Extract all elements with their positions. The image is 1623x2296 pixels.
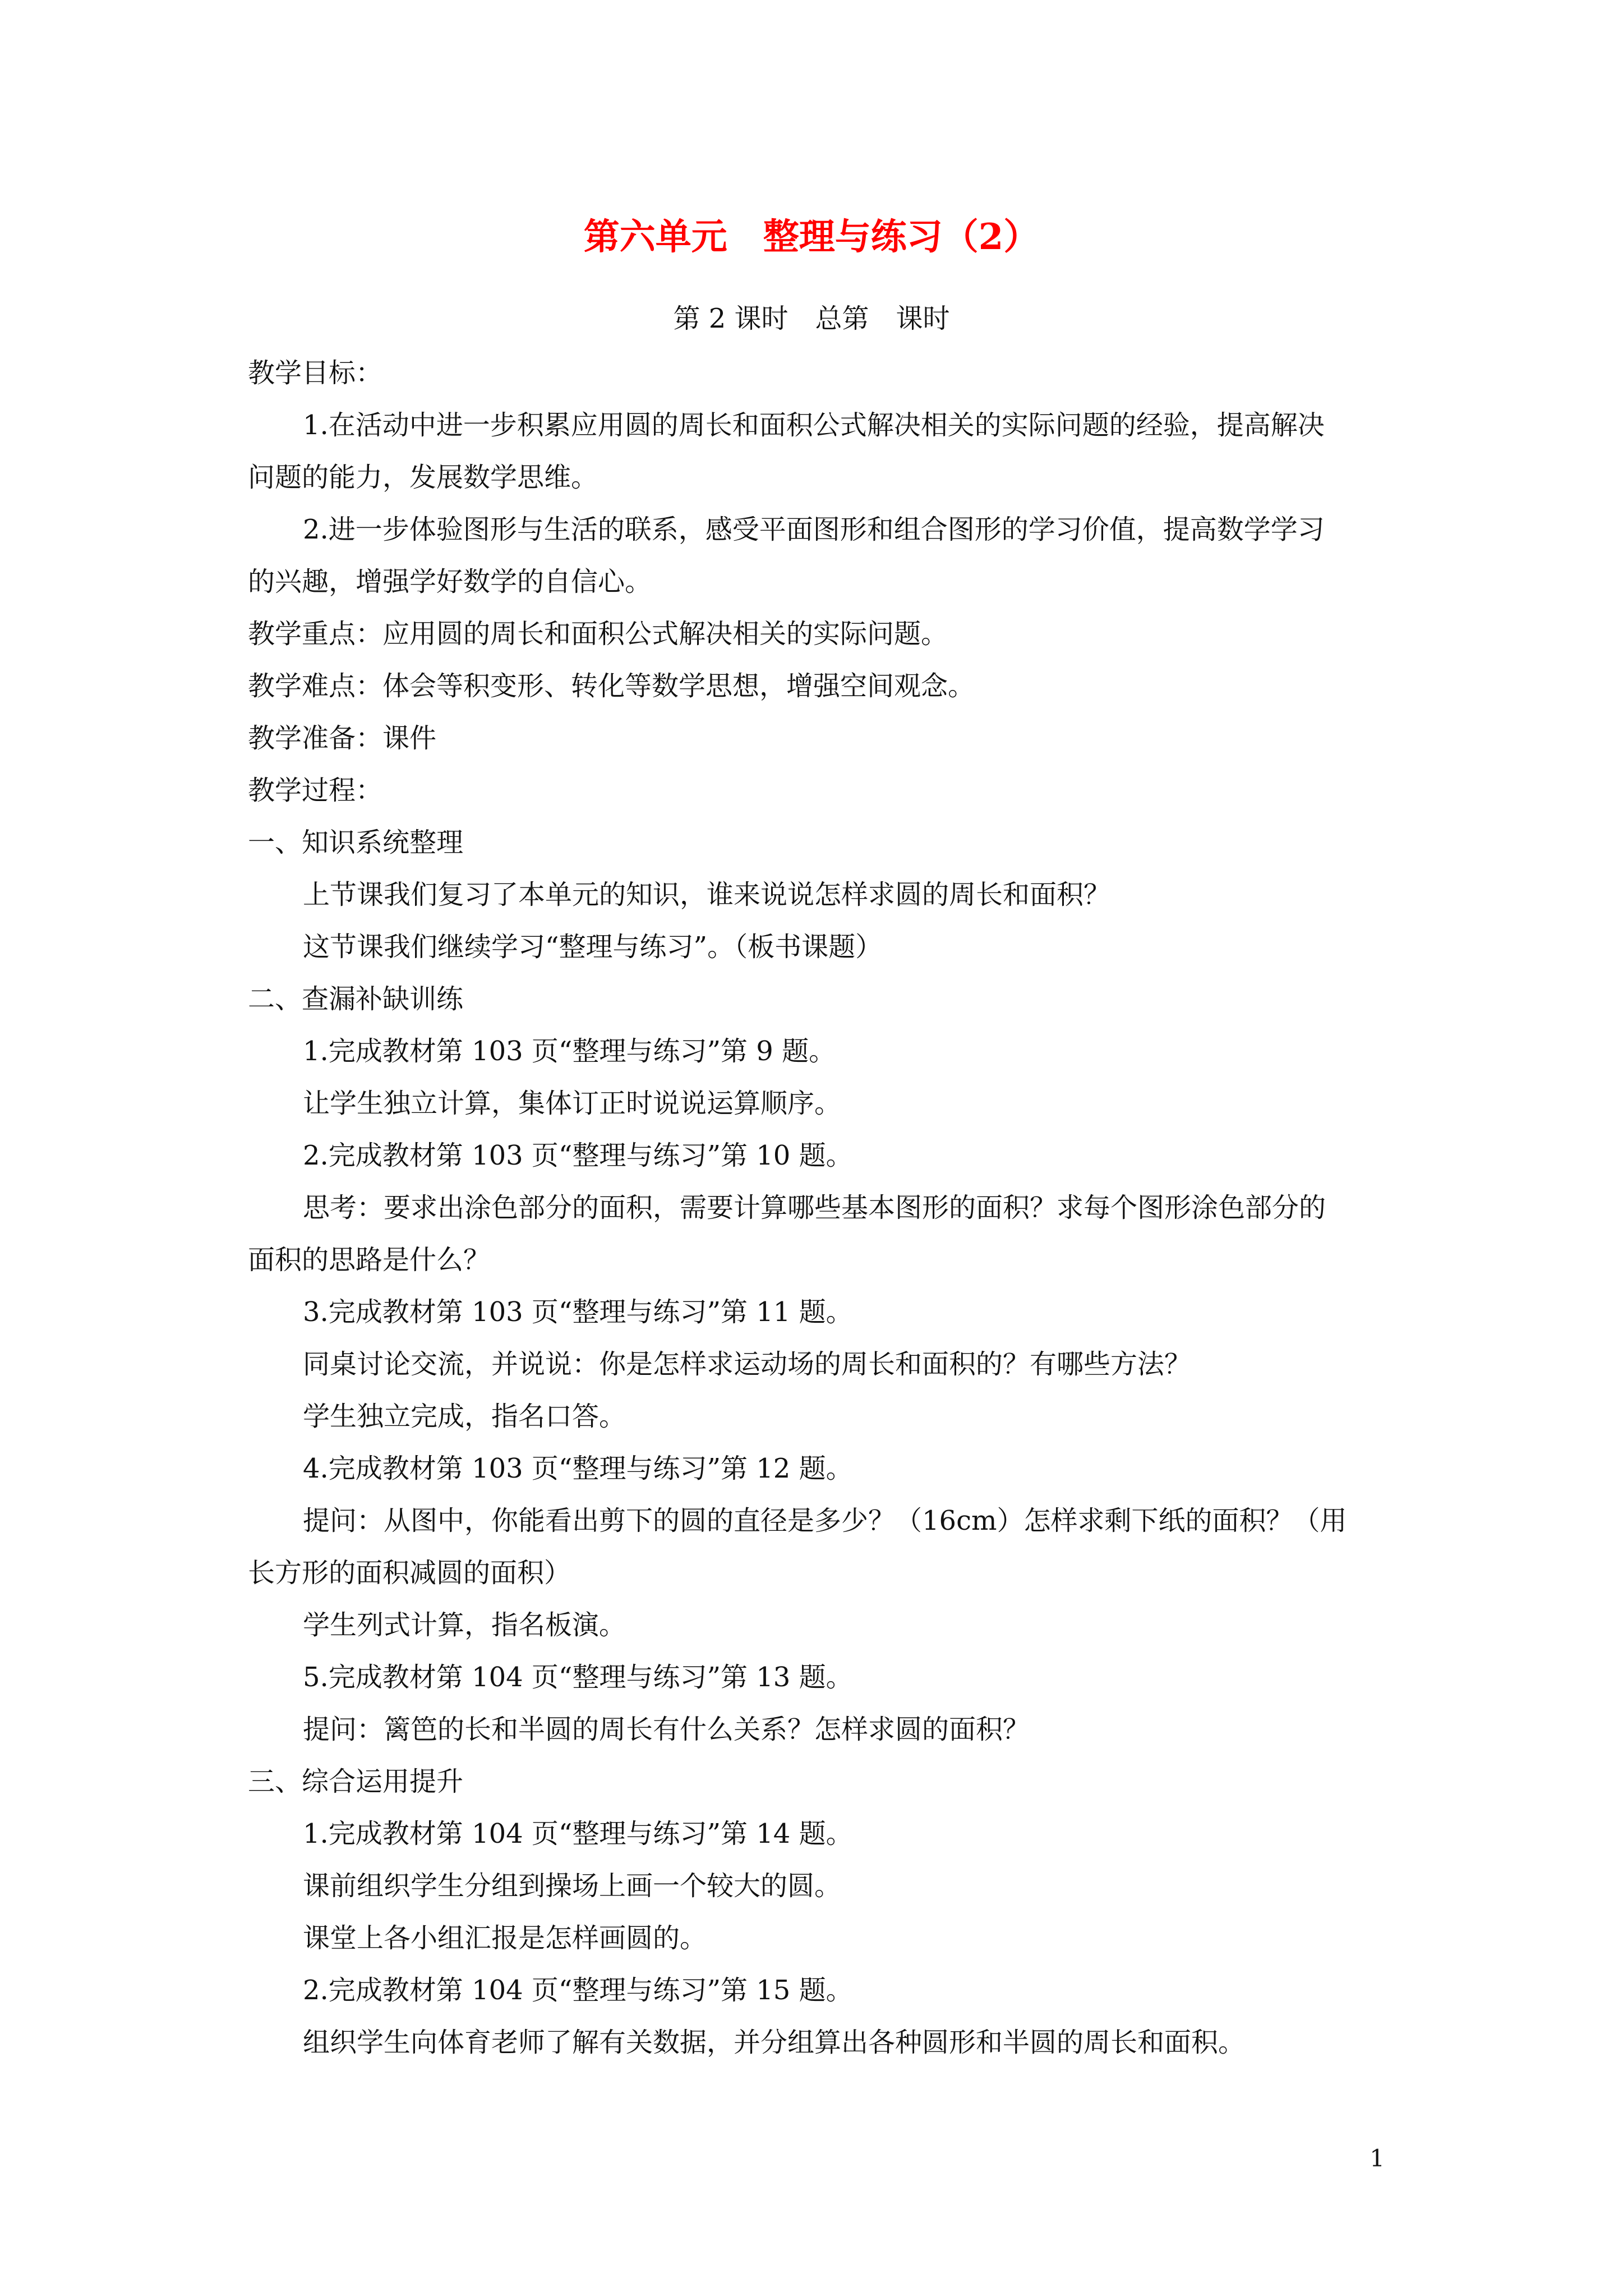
body-line: 2.进一步体验图形与生活的联系，感受平面图形和组合图形的学习价值，提高数学学习 (303, 514, 1325, 545)
body-line: 4.完成教材第 103 页“整理与练习”第 12 题。 (303, 1453, 853, 1484)
document-title: 第六单元 整理与练习（2） (583, 216, 1040, 258)
body-line: 这节课我们继续学习“整理与练习”。（板书课题） (303, 931, 883, 963)
body-line: 课堂上各小组汇报是怎样画圆的。 (303, 1922, 707, 1954)
section-heading: 教学过程： (248, 775, 383, 806)
body-line: 1.在活动中进一步积累应用圆的周长和面积公式解决相关的实际问题的经验，提高解决 (303, 409, 1325, 441)
body-line: 面积的思路是什么？ (248, 1244, 491, 1276)
body-line: 上节课我们复习了本单元的知识，谁来说说怎样求圆的周长和面积？ (303, 879, 1111, 910)
body-line: 学生列式计算，指名板演。 (303, 1609, 626, 1641)
body-line: 提问：从图中，你能看出剪下的圆的直径是多少？（16cm）怎样求剩下纸的面积？（用 (303, 1505, 1347, 1536)
body-line: 的兴趣，增强学好数学的自信心。 (248, 566, 652, 597)
body-line: 长方形的面积减圆的面积） (248, 1557, 571, 1589)
section-heading: 一、知识系统整理 (248, 827, 464, 858)
body-line: 问题的能力，发展数学思维。 (248, 462, 598, 493)
body-line: 组织学生向体育老师了解有关数据，并分组算出各种圆形和半圆的周长和面积。 (303, 2027, 1246, 2058)
body-line: 让学生独立计算，集体订正时说说运算顺序。 (303, 1088, 842, 1119)
body-line: 5.完成教材第 104 页“整理与练习”第 13 题。 (303, 1662, 853, 1693)
body-line: 同桌讨论交流，并说说：你是怎样求运动场的周长和面积的？有哪些方法？ (303, 1349, 1192, 1380)
body-line: 教学难点：体会等积变形、转化等数学思想，增强空间观念。 (248, 670, 975, 702)
lesson-subtitle: 第 2 课时 总第 课时 (673, 303, 950, 334)
body-line: 2.完成教材第 104 页“整理与练习”第 15 题。 (303, 1975, 853, 2006)
body-line: 教学准备：课件 (248, 723, 437, 754)
body-line: 1.完成教材第 104 页“整理与练习”第 14 题。 (303, 1818, 853, 1849)
body-line: 学生独立完成，指名口答。 (303, 1401, 626, 1432)
section-heading: 三、综合运用提升 (248, 1766, 464, 1797)
body-line: 教学重点：应用圆的周长和面积公式解决相关的实际问题。 (248, 618, 948, 650)
body-line: 3.完成教材第 103 页“整理与练习”第 11 题。 (303, 1296, 853, 1328)
section-heading: 二、查漏补缺训练 (248, 983, 464, 1015)
body-line: 思考：要求出涂色部分的面积，需要计算哪些基本图形的面积？求每个图形涂色部分的 (303, 1192, 1326, 1223)
section-heading: 教学目标： (248, 357, 383, 389)
body-line: 2.完成教材第 103 页“整理与练习”第 10 题。 (303, 1140, 853, 1171)
body-line: 1.完成教材第 103 页“整理与练习”第 9 题。 (303, 1036, 836, 1067)
body-line: 课前组织学生分组到操场上画一个较大的圆。 (303, 1870, 842, 1902)
page-number: 1 (1370, 2145, 1385, 2172)
body-line: 提问：篱笆的长和半圆的周长有什么关系？怎样求圆的面积？ (303, 1714, 1030, 1745)
